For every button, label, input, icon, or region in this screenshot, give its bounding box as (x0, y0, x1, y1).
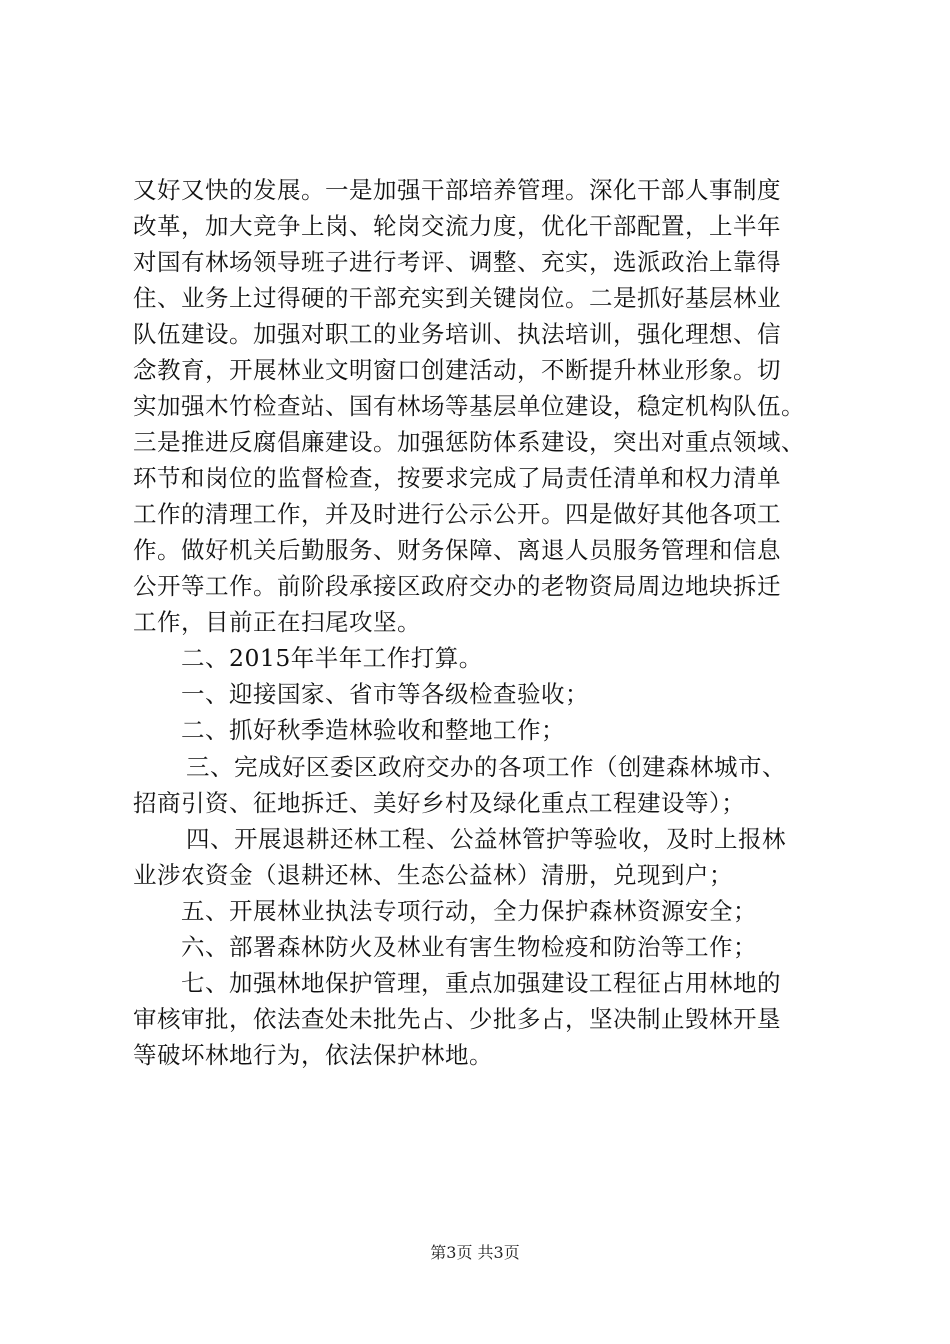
paragraph-line: 工作的清理工作，并及时进行公示公开。四是做好其他各项工 (133, 500, 781, 528)
list-item: 二、抓好秋季造林验收和整地工作； (181, 716, 565, 744)
list-item-continued: 等破坏林地行为，依法保护林地。 (133, 1041, 493, 1069)
list-item: 一、迎接国家、省市等各级检查验收； (181, 680, 589, 708)
list-item-continued: 招商引资、征地拆迁、美好乡村及绿化重点工程建设等）； (133, 789, 746, 817)
paragraph-line: 实加强木竹检查站、国有林场等基层单位建设，稳定机构队伍。 (133, 392, 805, 420)
paragraph-line: 环节和岗位的监督检查，按要求完成了局责任清单和权力清单 (133, 464, 781, 492)
paragraph-line: 工作，目前正在扫尾攻坚。 (133, 608, 421, 636)
list-item-continued: 业涉农资金（退耕还林、生态公益林）清册，兑现到户； (133, 861, 733, 889)
paragraph-line: 三是推进反腐倡廉建设。加强惩防体系建设，突出对重点领域、 (133, 428, 805, 456)
list-item: 三、完成好区委区政府交办的各项工作（创建森林城市、 (186, 753, 786, 781)
paragraph-line: 作。做好机关后勤服务、财务保障、离退人员服务管理和信息 (133, 536, 781, 564)
paragraph-line: 又好又快的发展。一是加强干部培养管理。深化干部人事制度 (133, 176, 781, 204)
list-item-continued: 审核审批，依法查处未批先占、少批多占，坚决制止毁林开垦 (133, 1005, 781, 1033)
paragraph-line: 队伍建设。加强对职工的业务培训、执法培训，强化理想、信 (133, 320, 781, 348)
section-heading: 二、2015年半年工作打算。 (181, 644, 483, 672)
paragraph-line: 对国有林场领导班子进行考评、调整、充实，选派政治上靠得 (133, 248, 781, 276)
paragraph-line: 公开等工作。前阶段承接区政府交办的老物资局周边地块拆迁 (133, 572, 781, 600)
list-item: 七、加强林地保护管理，重点加强建设工程征占用林地的 (181, 969, 781, 997)
paragraph-line: 住、业务上过得硬的干部充实到关键岗位。二是抓好基层林业 (133, 284, 781, 312)
page-number-footer: 第3页 共3页 (430, 1243, 520, 1262)
list-item: 五、开展林业执法专项行动，全力保护森林资源安全； (181, 897, 757, 925)
list-item: 四、开展退耕还林工程、公益林管护等验收，及时上报林 (186, 825, 786, 853)
list-item: 六、部署森林防火及林业有害生物检疫和防治等工作； (181, 933, 757, 961)
paragraph-line: 改革，加大竞争上岗、轮岗交流力度，优化干部配置，上半年 (133, 212, 781, 240)
paragraph-line: 念教育，开展林业文明窗口创建活动，不断提升林业形象。切 (133, 356, 781, 384)
